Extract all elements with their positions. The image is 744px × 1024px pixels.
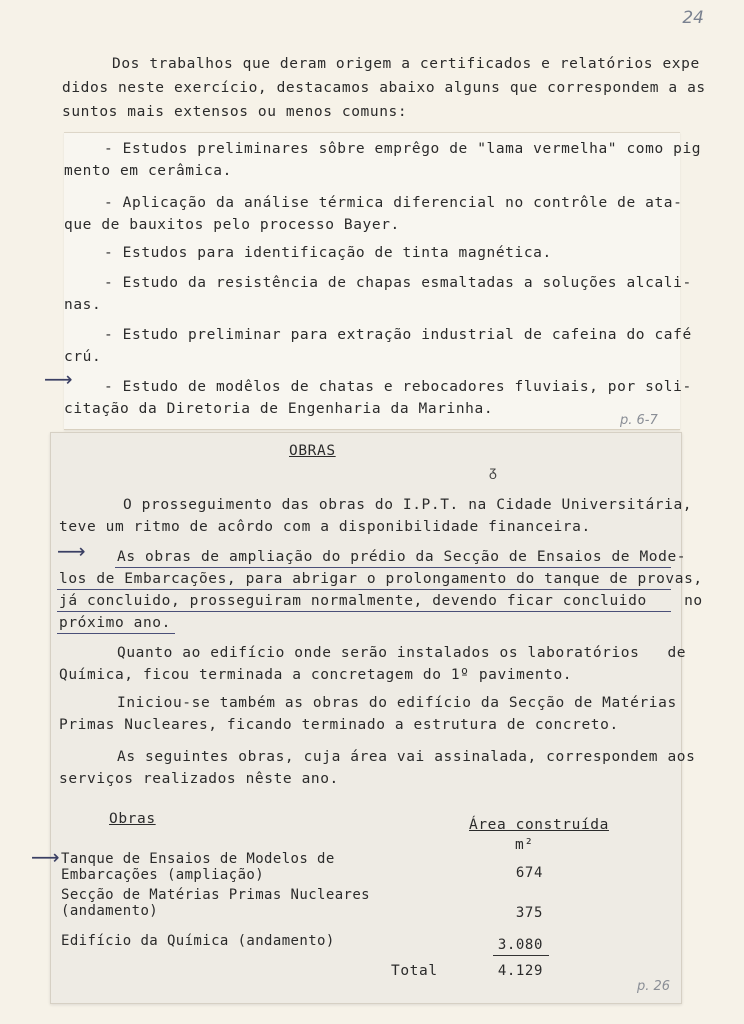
page-reference: p. 6-7 [620, 413, 658, 428]
pen-underline [115, 567, 671, 568]
pen-underline [57, 611, 671, 612]
paragraph-line: Primas Nucleares, ficando terminado a estrutura de concreto. [59, 717, 619, 733]
total-label: Total [391, 963, 438, 979]
page-reference: p. 26 [637, 979, 671, 994]
studies-list [44, 132, 702, 430]
study-item: - Aplicação da análise térmica diferencial no contrôle de ata- [104, 195, 683, 211]
table-row-name: Tanque de Ensaios de Modelos de Embarcações (ampliação) [61, 851, 335, 883]
paragraph-line: já concluido, prosseguiram normalmente, devendo ficar concluido no [59, 593, 703, 609]
study-item: - Estudo de modêlos de chatas e rebocadores fluviais, por soli- [104, 379, 692, 395]
paragraph-line: As seguintes obras, cuja área vai assinalada, correspondem aos [117, 749, 696, 765]
table-row-name: Edifício da Química (andamento) [61, 933, 335, 949]
paragraph-line: los de Embarcações, para abrigar o prolongamento do tanque de provas, [59, 571, 703, 587]
paragraph-line: Quanto ao edifício onde serão instalados os laboratórios de [117, 645, 687, 661]
total-value: 4.129 [497, 963, 543, 979]
study-item-cont: crú. [64, 349, 102, 365]
paragraph-line: serviços realizados nêste ano. [59, 771, 339, 787]
page-number: 24 [682, 8, 704, 28]
arrow-icon: ⟶ [44, 367, 73, 391]
paragraph-line: Química, ficou terminada a concretagem do 1º pavimento. [59, 667, 573, 683]
pen-underline [57, 633, 175, 634]
section-heading: OBRAS [289, 443, 336, 459]
table-header-area: Área construída [469, 817, 609, 833]
table-row-value: 674 [515, 865, 543, 881]
table-row-value: 3.080 [497, 937, 543, 953]
table-row-name: Secção de Matérias Primas Nucleares (andamento) [61, 887, 371, 919]
intro-line: suntos mais extensos ou menos comuns: [62, 104, 408, 120]
pen-mark-icon: ᵹ [489, 464, 497, 480]
intro-line: didos neste exercício, destacamos abaixo alguns que correspondem a as [62, 80, 706, 96]
arrow-icon: ⟶ [57, 539, 86, 563]
study-item: - Estudos preliminares sôbre emprêgo de "lama vermelha" como pig [104, 141, 702, 157]
table-unit: m² [515, 837, 534, 853]
study-item: - Estudo preliminar para extração industrial de cafeina do café [104, 327, 692, 343]
study-item: - Estudo da resistência de chapas esmaltadas a soluções alcali- [104, 275, 692, 291]
study-item-cont: que de bauxitos pelo processo Bayer. [64, 217, 400, 233]
paragraph-line: Iniciou-se também as obras do edifício da Secção de Matérias [117, 695, 677, 711]
intro-line: Dos trabalhos que deram origem a certificados e relatórios expe [112, 56, 700, 72]
study-item: - Estudos para identificação de tinta magnética. [104, 245, 552, 261]
table-header-obras: Obras [109, 811, 156, 827]
study-item-cont: mento em cerâmica. [64, 163, 232, 179]
table-row-value: 375 [515, 905, 543, 921]
intro-paragraph [62, 42, 706, 134]
study-item-cont: citação da Diretoria de Engenharia da Marinha. [64, 401, 494, 417]
study-item-cont: nas. [64, 297, 102, 313]
paragraph-line: O prosseguimento das obras do I.P.T. na Cidade Universitária, [123, 497, 693, 513]
paragraph-line: As obras de ampliação do prédio da Secção de Ensaios de Mode- [117, 549, 687, 565]
obras-section [31, 432, 703, 1004]
pen-underline [57, 589, 671, 590]
sum-line [493, 955, 549, 956]
paragraph-line: próximo ano. [59, 615, 171, 631]
paragraph-line: teve um ritmo de acôrdo com a disponibilidade financeira. [59, 519, 591, 535]
arrow-icon: ⟶ [31, 845, 60, 869]
